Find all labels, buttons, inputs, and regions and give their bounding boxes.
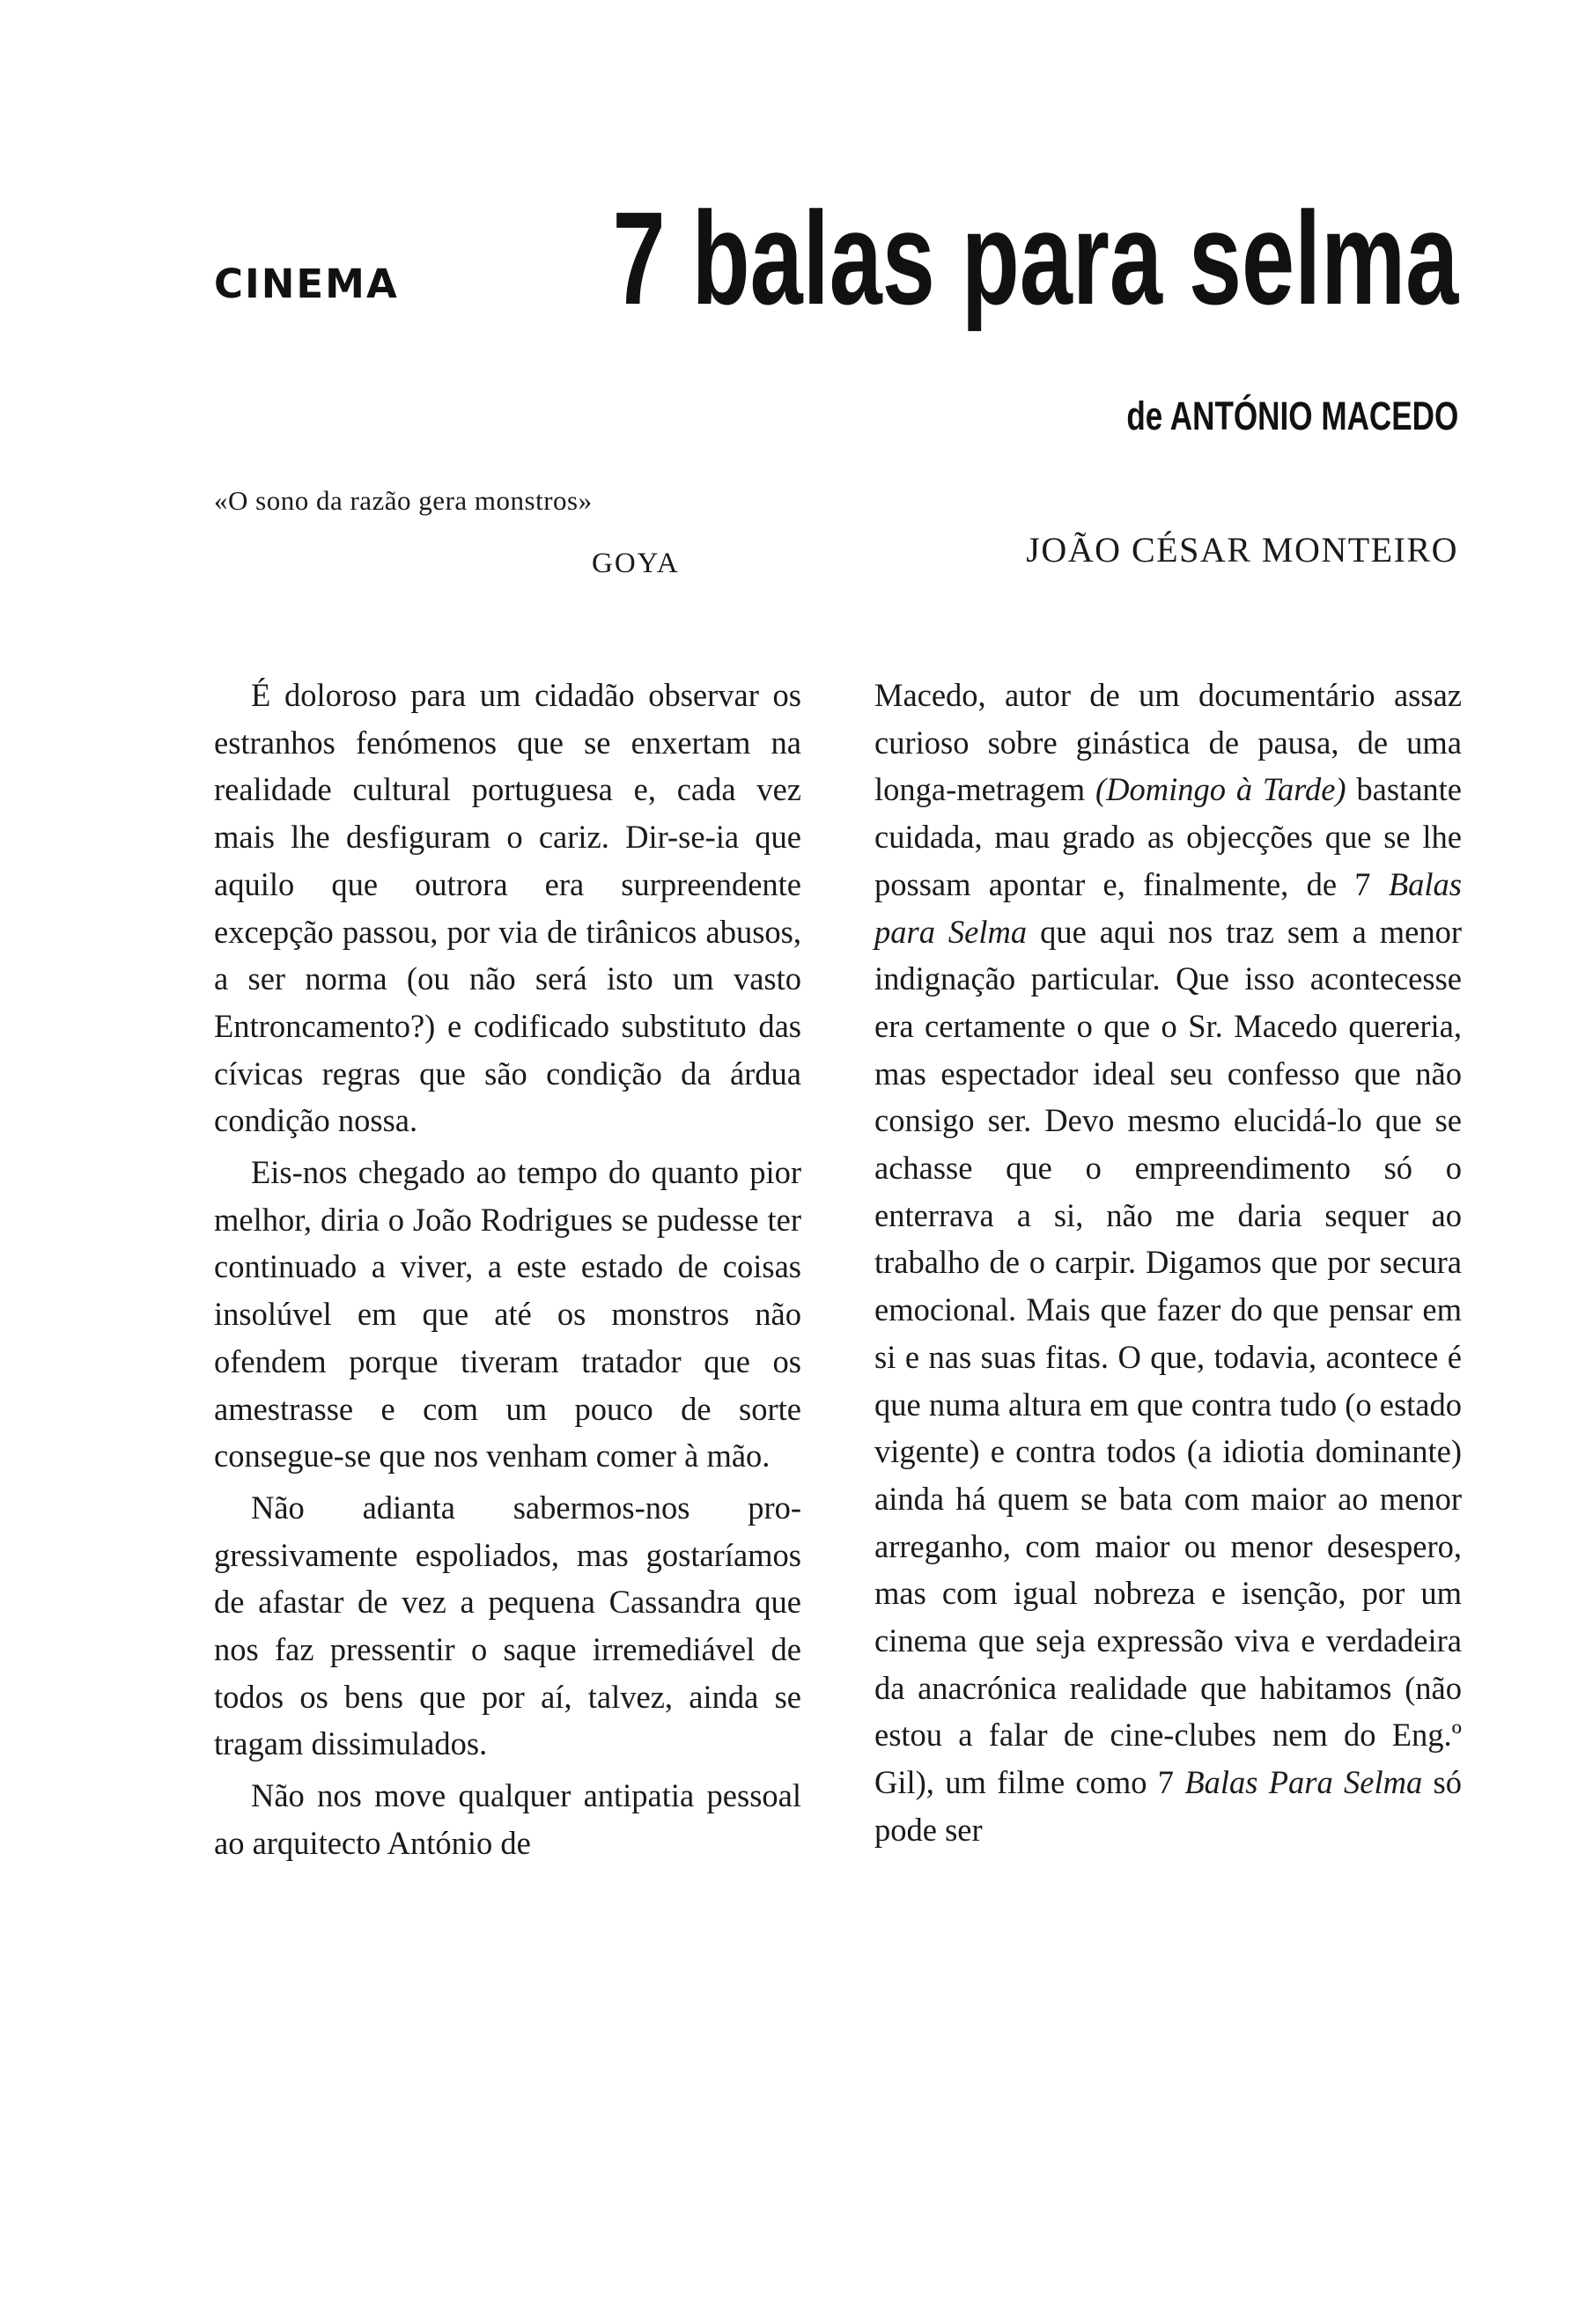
paragraph: É doloroso para um cidadão observar os estranhos fenómenos que se enxertam na realidade cultural portuguesa e, cada vez mais lhe desfiguram o cariz. Dir-se-ia que aquilo que outrora era surpreendente excepção passou, por via de tirânicos abusos, a ser norma (ou não será isto um vasto Entroncamento?) e codificado substituto das cívicas regras que são condição da árdua condição nossa. bbox=[214, 677, 801, 1139]
paragraph: Não adianta sabermos-nos progressivamente espoliados, mas gostaríamos de afastar de vez a pequena Cassandra que nos faz pressentir o saque irremediável de todos os bens que por aí, talvez, ainda se tragam dissimulados. bbox=[214, 1489, 801, 1762]
film-title: Balas Para Selma bbox=[1184, 1764, 1423, 1801]
text-run: só pode ser bbox=[874, 1764, 1462, 1848]
paragraph bbox=[874, 672, 1462, 1854]
film-title: (Domingo à Tarde) bbox=[1095, 771, 1346, 808]
section-label: CINEMA bbox=[214, 261, 399, 307]
article-title: 7 balas para selma bbox=[612, 184, 1458, 332]
left-column bbox=[214, 672, 801, 1872]
text-run: bastante cuidada, mau grado as objecções que se lhe possam apontar e, finalmente, de 7 bbox=[874, 771, 1462, 902]
article-author: JOÃO CÉSAR MONTEIRO bbox=[1026, 530, 1458, 570]
epigraph-source: GOYA bbox=[592, 548, 680, 579]
text-run: Macedo, autor de um documentário assaz curioso sobre ginástica de pausa, de uma longa-metragem bbox=[874, 677, 1462, 808]
film-director-byline: de ANTÓNIO MACEDO bbox=[1125, 393, 1458, 438]
paragraph: Não nos move qualquer antipatia pessoal ao arquitecto António de bbox=[214, 1777, 801, 1861]
film-title: Balas para Selma bbox=[874, 865, 1462, 950]
text-run: que aqui nos traz sem a menor indignação particular. Que isso acontecesse era certamente o que o Sr. Macedo quereria, mas espectador ideal seu confesso que não consigo ser. Devo mesmo elucidá-lo que se achasse que o empreendimento só o enterrava a si, não me daria sequer ao trabalho de o carpir. Digamos que por secura emocional. Mais que fazer do que pensar em si e nas suas fitas. O que, todavia, acontece é que numa altura em que contra tudo (o estado vigente) e contra todos (a idiotia dominante) ainda há quem se bata com maior ao menor arreganho, com maior ou menor desespero, mas com igual nobreza e isenção, por um cinema que seja expressão viva e verdadeira da anacrónica realidade que habitamos (não estou a falar de cine-clubes nem do Eng.º Gil), um filme como 7 bbox=[874, 913, 1463, 1801]
right-column bbox=[874, 672, 1462, 1858]
epigraph-quote: «O sono da razão gera monstros» bbox=[214, 485, 593, 516]
paragraph: Eis-nos chegado ao tempo do quanto pior melhor, diria o João Rodrigues se pudesse ter continuado a viver, a este estado de coisas insolúvel em que até os monstros não ofendem porque tiveram tratador que os amestrasse e com um pouco de sorte consegue-se que nos venham comer à mão. bbox=[214, 1154, 801, 1475]
